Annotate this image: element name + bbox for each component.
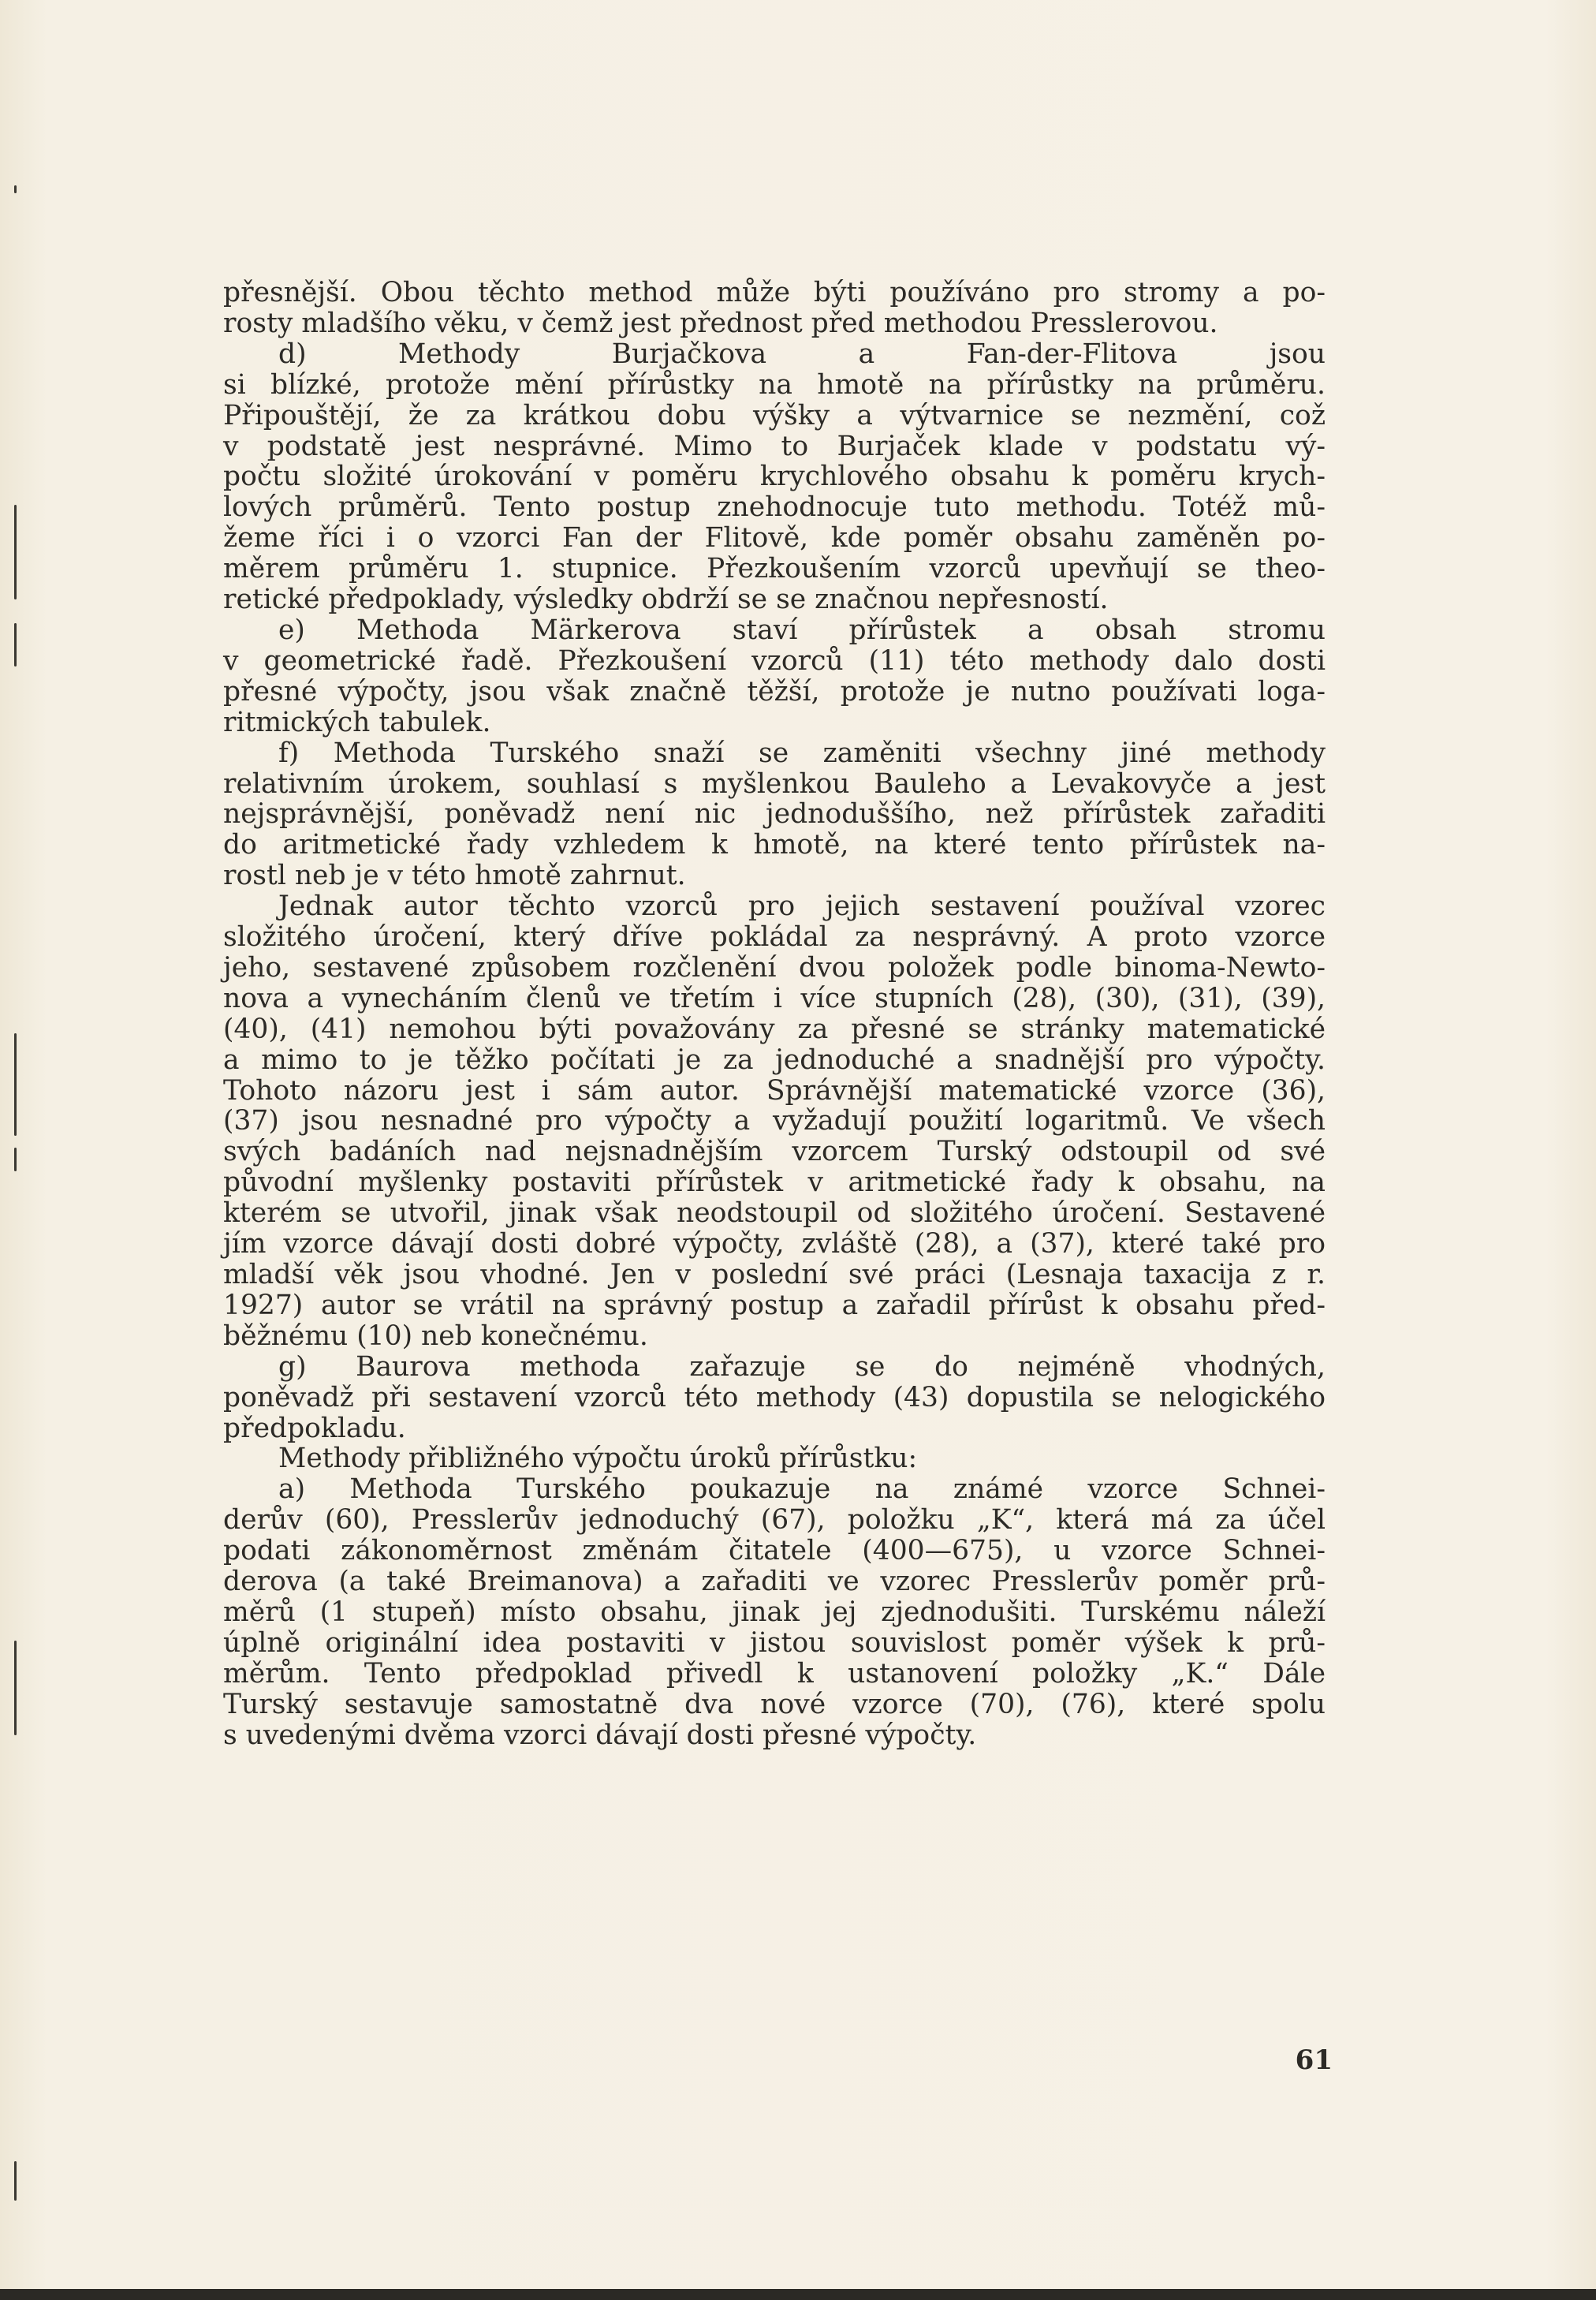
- margin-mark: [14, 623, 17, 666]
- text-line: (40), (41) nemohou býti považovány za přesné se stránky matematické: [223, 1013, 1326, 1045]
- text-line: retické předpoklady, výsledky obdrží se se značnou nepřesností.: [223, 584, 1109, 616]
- text-line: měrů (1 stupeň) místo obsahu, jinak jej zjednodušiti. Turskému náleží: [223, 1596, 1326, 1628]
- text-line: Připouštějí, že za krátkou dobu výšky a výtvarnice se nezmění, což: [223, 399, 1326, 431]
- text-line: rosty mladšího věku, v čemž jest přednost před methodou Presslerovou.: [223, 307, 1218, 339]
- text-line: Jednak autor těchto vzorců pro jejich sestavení používal vzorec: [278, 891, 1326, 923]
- text-line: derova (a také Breimanova) a zařaditi ve vzorec Presslerův poměr prů-: [223, 1566, 1326, 1598]
- text-line: a mimo to je těžko počítati je za jednoduché a snadnější pro výpočty.: [223, 1044, 1326, 1076]
- text-line: ritmických tabulek.: [223, 706, 491, 738]
- margin-mark: [14, 1033, 17, 1136]
- paragraph: [223, 278, 1326, 339]
- margin-mark: [14, 1641, 17, 1735]
- text-line: poněvadž při sestavení vzorců této methody (43) dopustila se nelogického: [223, 1381, 1326, 1413]
- text-line: přesnější. Obou těchto method může býti používáno pro stromy a po-: [223, 277, 1326, 308]
- paragraph: [223, 1474, 1326, 1750]
- text-line: původní myšlenky postaviti přírůstek v aritmetické řady k obsahu, na: [223, 1167, 1326, 1199]
- text-line: do aritmetické řady vzhledem k hmotě, na které tento přírůstek na-: [223, 829, 1326, 861]
- text-line: jeho, sestavené způsobem rozčlenění dvou položek podle binoma-Newto-: [223, 951, 1326, 984]
- text-line: Tohoto názoru jest i sám autor. Správnější matematické vzorce (36),: [223, 1074, 1326, 1107]
- text-line: a) Methoda Turského poukazuje na známé vzorce Schnei-: [278, 1473, 1326, 1506]
- text-line: běžnému (10) neb konečnému.: [223, 1320, 648, 1352]
- paragraph: [223, 891, 1326, 1352]
- text-line: měrem průměru 1. stupnice. Přezkoušením vzorců upevňují se theo-: [223, 553, 1326, 585]
- text-line: v geometrické řadě. Přezkoušení vzorců (11) této methody dalo dosti: [223, 644, 1326, 677]
- text-line: kterém se utvořil, jinak však neodstoupil od složitého úročení. Sestavené: [223, 1197, 1326, 1230]
- paragraph: [223, 1352, 1326, 1444]
- paragraph: [223, 738, 1326, 892]
- text-line: úplně originální idea postaviti v jistou souvislost poměr výšek k prů-: [223, 1626, 1326, 1659]
- text-line: předpokladu.: [223, 1412, 406, 1444]
- margin-mark: [14, 2161, 17, 2201]
- text-line: s uvedenými dvěma vzorci dávají dosti přesné výpočty.: [223, 1719, 977, 1751]
- scan-bottom-edge: [0, 2289, 1596, 2300]
- text-line: (37) jsou nesnadné pro výpočty a vyžadují použití logaritmů. Ve všech: [223, 1105, 1326, 1137]
- text-line: jím vzorce dávají dosti dobré výpočty, zvláště (28), a (37), které také pro: [223, 1228, 1326, 1260]
- paragraph: [223, 615, 1326, 738]
- text-line: g) Baurova methoda zařazuje se do nejméně vhodných,: [278, 1350, 1326, 1383]
- paragraph: [223, 339, 1326, 615]
- margin-mark: [14, 185, 17, 193]
- body-text: [223, 278, 1326, 1751]
- text-line: počtu složité úrokování v poměru krychlového obsahu k poměru krych-: [223, 461, 1326, 493]
- text-line: svých badáních nad nejsnadnějším vzorcem Turský odstoupil od své: [223, 1136, 1326, 1168]
- text-line: lových průměrů. Tento postup znehodnocuje tuto methodu. Totéž mů-: [223, 491, 1326, 524]
- text-line: měrům. Tento předpoklad přivedl k ustanovení položky „K.“ Dále: [223, 1657, 1326, 1690]
- text-line: Turský sestavuje samostatně dva nové vzorce (70), (76), které spolu: [223, 1688, 1326, 1720]
- margin-mark: [14, 1148, 17, 1171]
- page-number: 61: [1295, 2044, 1333, 2076]
- paragraph: [223, 1443, 1326, 1474]
- text-line: 1927) autor se vrátil na správný postup a zařadil přírůst k obsahu před-: [223, 1289, 1326, 1321]
- text-line: přesné výpočty, jsou však značně těžší, protože je nutno používati loga-: [223, 675, 1326, 708]
- text-line: derův (60), Presslerův jednoduchý (67), položku „K“, která má za účel: [223, 1504, 1326, 1536]
- text-line: f) Methoda Turského snaží se zaměniti všechny jiné methody: [278, 737, 1326, 769]
- text-line: nova a vynecháním členů ve třetím i více stupních (28), (30), (31), (39),: [223, 982, 1326, 1014]
- text-line: e) Methoda Märkerova staví přírůstek a obsah stromu: [278, 614, 1326, 646]
- text-line: Methody přibližného výpočtu úroků přírůstku:: [278, 1443, 918, 1475]
- text-line: žeme říci i o vzorci Fan der Flitově, kde poměr obsahu zaměněn po-: [223, 522, 1326, 554]
- text-line: d) Methody Burjačkova a Fan-der-Flitova jsou: [278, 338, 1326, 370]
- text-line: rostl neb je v této hmotě zahrnut.: [223, 860, 686, 892]
- text-line: složitého úročení, který dříve pokládal za nesprávný. A proto vzorce: [223, 921, 1326, 954]
- text-line: podati zákonoměrnost změnám čitatele (400—675), u vzorce Schnei-: [223, 1535, 1326, 1567]
- text-line: relativním úrokem, souhlasí s myšlenkou Bauleho a Levakovyče a jest: [223, 767, 1326, 800]
- text-line: si blízké, protože mění přírůstky na hmotě na přírůstky na průměru.: [223, 368, 1326, 401]
- text-line: mladší věk jsou vhodné. Jen v poslední své práci (Lesnaja taxacija z r.: [223, 1259, 1326, 1290]
- margin-mark: [14, 505, 17, 599]
- text-line: nejsprávnější, poněvadž není nic jednoduššího, než přírůstek zařaditi: [223, 798, 1326, 831]
- text-line: v podstatě jest nesprávné. Mimo to Burjaček klade v podstatu vý-: [223, 430, 1326, 462]
